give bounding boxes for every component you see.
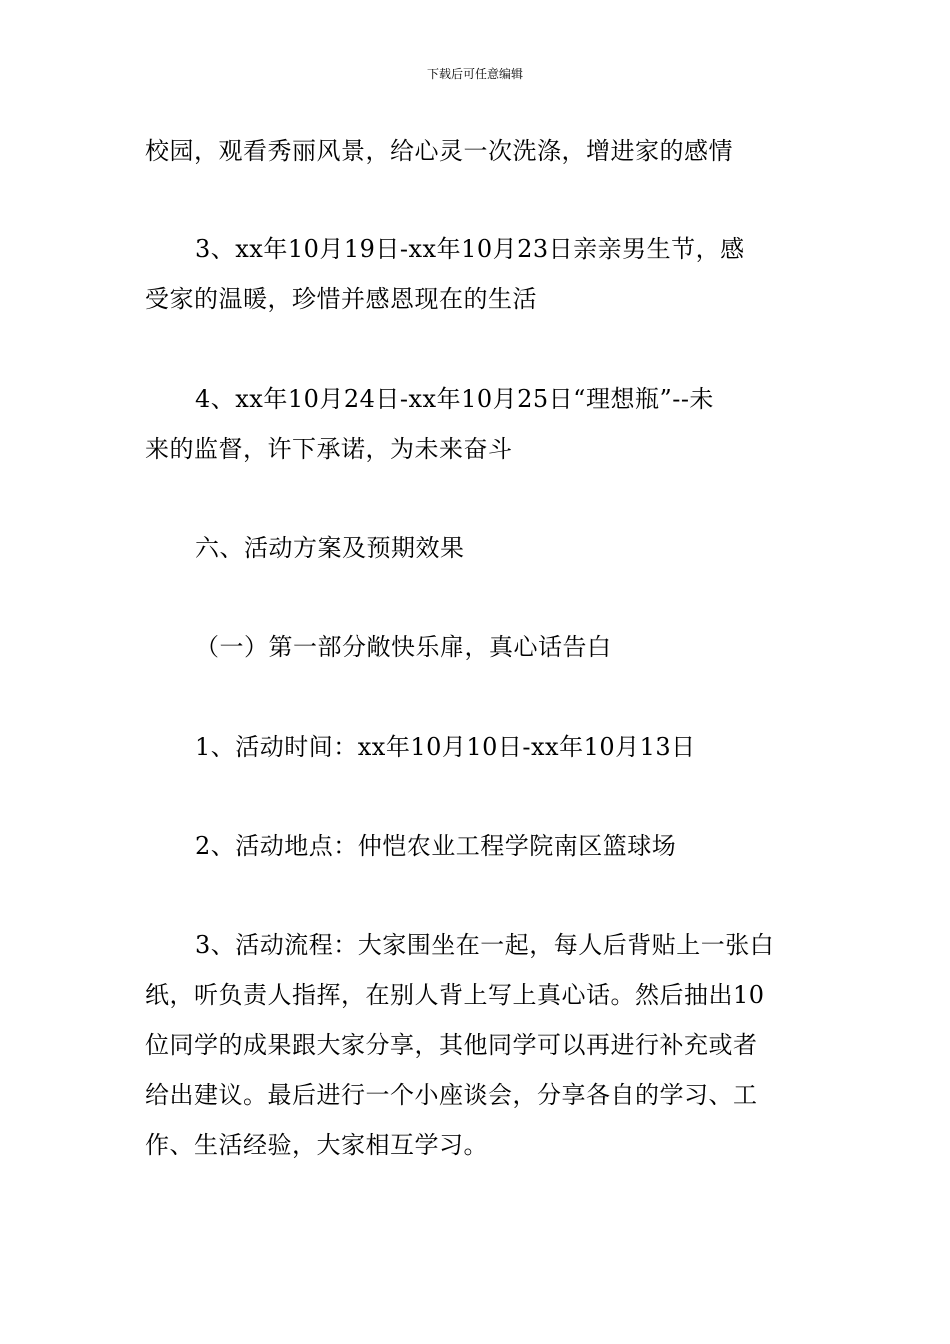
body-line-item-3: 3、xx年10月19日-xx年10月23日亲亲男生节，感 <box>195 235 745 263</box>
body-line-activity-location: 2、活动地点：仲恺农业工程学院南区篮球场 <box>195 832 677 860</box>
body-line-activity-process-cont-4: 作、生活经验，大家相互学习。 <box>145 1131 488 1159</box>
body-line-item-4-cont: 来的监督，许下承诺，为未来奋斗 <box>145 435 513 463</box>
page-header: 下载后可任意编辑 <box>426 67 523 81</box>
body-line-activity-process-cont-2: 位同学的成果跟大家分享，其他同学可以再进行补充或者 <box>145 1031 758 1059</box>
body-line-activity-process-cont-3: 给出建议。最后进行一个小座谈会，分享各自的学习、工 <box>145 1081 758 1109</box>
body-line-activity-process-cont-1: 纸，听负责人指挥，在别人背上写上真心话。然后抽出10 <box>145 981 765 1009</box>
subsection-heading: （一）第一部分敞快乐扉，真心话告白 <box>195 633 612 661</box>
body-line-activity-time: 1、活动时间：xx年10月10日-xx年10月13日 <box>195 733 696 761</box>
body-line-item-4: 4、xx年10月24日-xx年10月25日“理想瓶”--未 <box>195 385 714 413</box>
body-line-continuation: 校园，观看秀丽风景，给心灵一次洗涤，增进家的感情 <box>145 137 733 165</box>
body-line-item-3-cont: 受家的温暖，珍惜并感恩现在的生活 <box>145 285 537 313</box>
body-line-activity-process: 3、活动流程：大家围坐在一起，每人后背贴上一张白 <box>195 931 775 959</box>
section-heading: 六、活动方案及预期效果 <box>195 534 465 562</box>
